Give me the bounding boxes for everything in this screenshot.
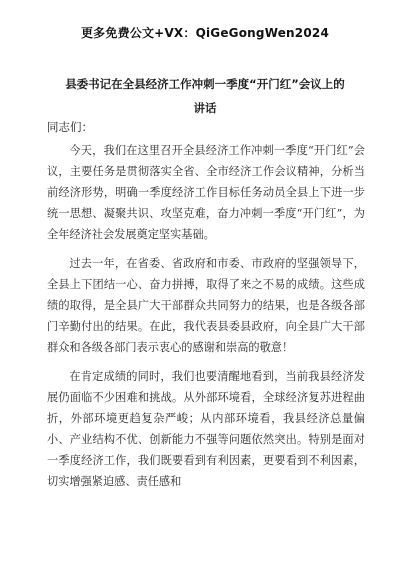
paragraph-1: 今天，我们在这里召开全县经济工作冲刺一季度“开门红”会议，主要任务是贯彻落实全省、全市经济工作会议精神，分析当前经济形势，明确一季度经济工作目标任务动员全县上下进一步统一思想、凝聚共识、攻坚克难，奋力冲刺一季度“开门红”，为全年经济社会发展奠定坚实基础。 [47, 144, 365, 241]
salutation: 同志们： [47, 120, 93, 134]
document-title [50, 72, 360, 120]
watermark-header: 更多免费公文+VX：QiGeGongWen2024 [80, 26, 329, 40]
title-line-2: 讲话 [193, 101, 217, 115]
paragraph-3: 在肯定成绩的同时，我们也要清醒地看到，当前我县经济发展仍面临不少困难和挑战。从外部环境看，全球经济复苏进程曲折，外部环境更趋复杂严峻；从内部环境看，我县经济总量偏小、产业结构不优、创新能力不强等问题依然突出。特别是面对一季度经济工作，我们既要看到有利因素，更要看到不利因素，切实增强紧迫感、责任感和 [47, 370, 365, 488]
paragraph-2: 过去一年，在省委、省政府和市委、市政府的坚强领导下，全县上下团结一心、奋力拼搏，取得了来之不易的成绩。这些成绩的取得，是全县广大干部群众共同努力的结果，也是各级各部门辛勤付出的结果。在此，我代表县委县政府，向全县广大干部群众和各级各部门表示衷心的感谢和崇高的敬意！ [47, 257, 365, 354]
document-body [47, 140, 365, 500]
title-line-1: 县委书记在全县经济工作冲刺一季度“开门红”会议上的 [65, 77, 345, 91]
